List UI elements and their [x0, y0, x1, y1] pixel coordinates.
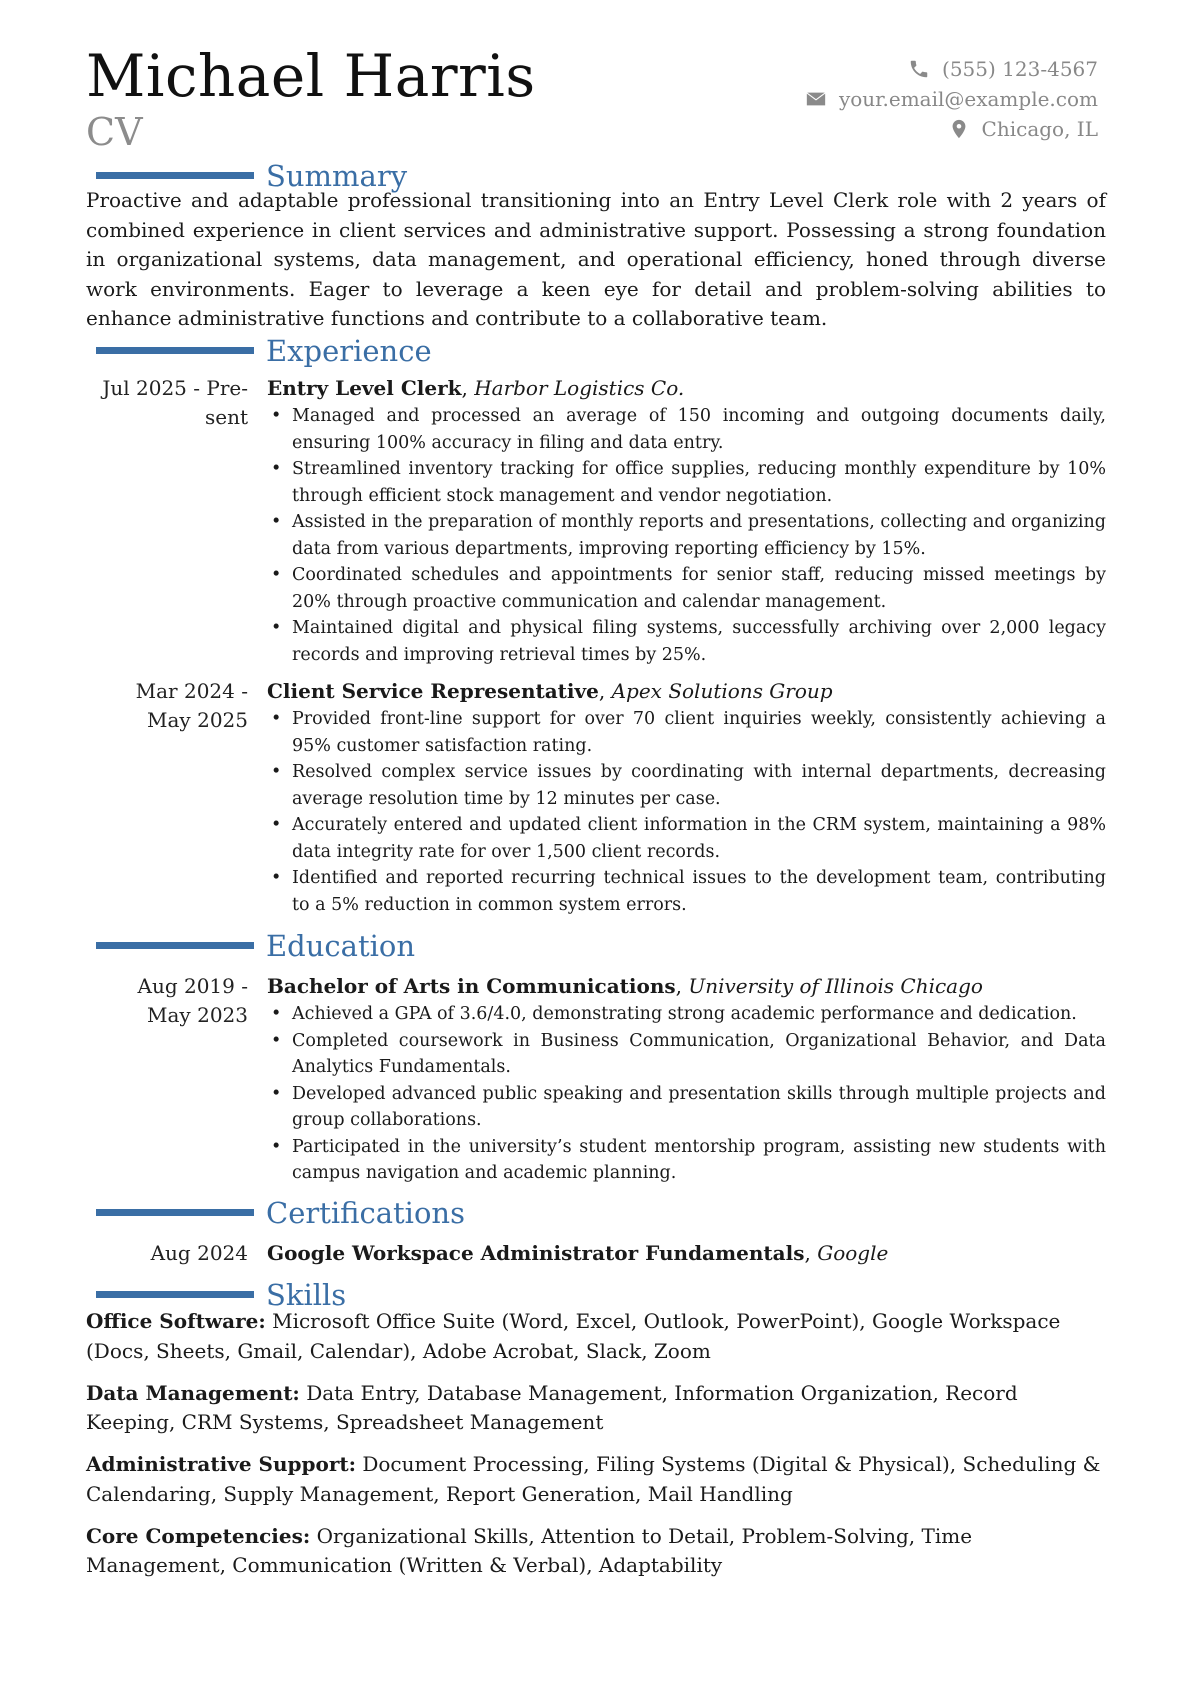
list-item: • Identified and reported recurring technical issues to the development team, contributing to a 5% reduction in common system errors.: [267, 865, 1106, 918]
list-item: • Provided front-line support for over 70 client inquiries weekly, consistently achieving a 95% customer satisfaction rating.: [267, 706, 1106, 759]
map-pin-icon: [948, 118, 970, 140]
skill-text: Organizational Skills, Attention to Detail, Problem-Solving, Time Management, Communication (Written & Verbal), Adaptability: [86, 1523, 973, 1577]
list-item: • Achieved a GPA of 3.6/4.0, demonstrating strong academic performance and dedication.: [267, 1001, 1106, 1028]
skill-text: Microsoft Office Suite (Word, Excel, Outlook, PowerPoint), Google Workspace (Docs, Sheets, Gmail, Calendar), Adobe Acrobat, Slack, Zoom: [86, 1309, 1061, 1363]
cv-header: [86, 44, 1098, 156]
summary-text: Proactive and adaptable professional transitioning into an Entry Level Clerk role with 2 years of combined experience in client services and administrative support. Possessing a strong foundation in organizational systems, data management, and operational efficiency, honed through diverse work environments. Eager to leverage a keen eye for detail and problem-solving abilities to enhance administrative functions and contribute to a collaborative team.: [86, 188, 1106, 330]
list-item: • Participated in the university’s student mentorship program, assisting new students with campus navigation and academic planning.: [267, 1134, 1106, 1187]
section-rule: [96, 1291, 254, 1298]
job-title: Entry Level Clerk: [267, 376, 462, 400]
entry-body: [267, 374, 1106, 668]
location-text: Chicago, IL: [981, 117, 1098, 141]
section-rule: [96, 347, 254, 354]
date-end: sent: [204, 405, 248, 429]
section-title: Education: [266, 929, 416, 963]
skill-label: Core Competencies:: [86, 1523, 311, 1548]
envelope-icon: [805, 88, 827, 110]
email-link[interactable]: your.email@example.com: [838, 87, 1098, 111]
section-title: Certifications: [266, 1196, 465, 1230]
entry-heading: Bachelor of Arts in Communications, University of Illinois Chicago: [267, 974, 983, 998]
skill-text: Data Entry, Database Management, Information Organization, Record Keeping, CRM Systems, Spreadsheet Management: [86, 1380, 1018, 1434]
list-item: • Resolved complex service issues by coordinating with internal departments, decreasing average resolution time by 12 minutes per case.: [267, 759, 1106, 812]
section-title: Experience: [266, 334, 432, 368]
entry-heading: Client Service Representative, Apex Solutions Group: [267, 679, 833, 703]
person-name: Michael Harris: [86, 42, 536, 110]
contact-block: [805, 54, 1098, 144]
skill-label: Data Management:: [86, 1380, 300, 1405]
list-item: • Streamlined inventory tracking for office supplies, reducing monthly expenditure by 10% through efficient stock management and vendor negotiation.: [267, 456, 1106, 509]
organization: Google: [817, 1241, 889, 1265]
contact-email: [805, 84, 1098, 114]
entry-heading: Google Workspace Administrator Fundamentals, Google: [267, 1241, 889, 1265]
entry-date: [86, 972, 248, 1030]
bullet-list: [267, 403, 1106, 668]
list-item: • Developed advanced public speaking and presentation skills through multiple projects and group collaborations.: [267, 1081, 1106, 1134]
entry-date: [86, 677, 248, 735]
skill-label: Office Software:: [86, 1309, 266, 1333]
organization: Apex Solutions Group: [611, 679, 833, 703]
bullet-list: [267, 1001, 1106, 1187]
skill-group: [86, 1379, 1106, 1438]
list-item: • Managed and processed an average of 150 incoming and outgoing documents daily, ensuring 100% accuracy in filing and data entry.: [267, 403, 1106, 456]
degree-title: Bachelor of Arts in Communications: [267, 974, 676, 998]
list-item: • Assisted in the preparation of monthly reports and presentations, collecting and organizing data from various departments, improving reporting efficiency by 15%.: [267, 509, 1106, 562]
date-start: Jul 2025 - Pre-: [102, 376, 248, 400]
section-rule: [96, 942, 254, 949]
skills-list: [86, 1307, 1106, 1593]
date-start: Aug 2019 -: [137, 974, 248, 998]
contact-location: [805, 114, 1098, 144]
organization: Harbor Logistics Co.: [474, 376, 685, 400]
entry-body: [267, 972, 1106, 1187]
skill-text: Document Processing, Filing Systems (Digital & Physical), Scheduling & Calendaring, Supply Management, Report Generation, Mail Handling: [86, 1452, 1101, 1506]
skill-group: [86, 1307, 1106, 1366]
phone-icon: [908, 58, 930, 80]
date-start: Mar 2024 -: [135, 679, 248, 703]
section-title: Summary: [266, 159, 408, 193]
entry-date: Aug 2024: [150, 1241, 248, 1265]
list-item: • Coordinated schedules and appointments for senior staff, reducing missed meetings by 20% through proactive communication and calendar management.: [267, 562, 1106, 615]
section-rule: [96, 172, 254, 179]
bullet-list: [267, 706, 1106, 918]
date-end: May 2023: [147, 1003, 248, 1027]
skill-group: [86, 1450, 1106, 1509]
document-subtitle: CV: [86, 110, 143, 154]
certification-title: Google Workspace Administrator Fundamentals: [267, 1241, 805, 1265]
job-title: Client Service Representative: [267, 679, 599, 703]
entry-heading: Entry Level Clerk, Harbor Logistics Co.: [267, 376, 685, 400]
section-rule: [96, 1209, 254, 1216]
list-item: • Completed coursework in Business Communication, Organizational Behavior, and Data Analytics Fundamentals.: [267, 1028, 1106, 1081]
section-title: Skills: [266, 1278, 347, 1312]
skill-label: Administrative Support:: [86, 1452, 356, 1476]
entry-body: [267, 1239, 1106, 1268]
list-item: • Accurately entered and updated client information in the CRM system, maintaining a 98% data integrity rate for over 1,500 client records.: [267, 812, 1106, 865]
phone-number: (555) 123-4567: [942, 57, 1098, 81]
entry-date: [86, 374, 248, 432]
list-item: • Maintained digital and physical filing systems, successfully archiving over 2,000 legacy records and improving retrieval times by 25%.: [267, 615, 1106, 668]
entry-body: [267, 677, 1106, 918]
date-end: May 2025: [147, 708, 248, 732]
skill-group: [86, 1522, 1106, 1581]
contact-phone: [805, 54, 1098, 84]
organization: University of Illinois Chicago: [688, 974, 983, 998]
